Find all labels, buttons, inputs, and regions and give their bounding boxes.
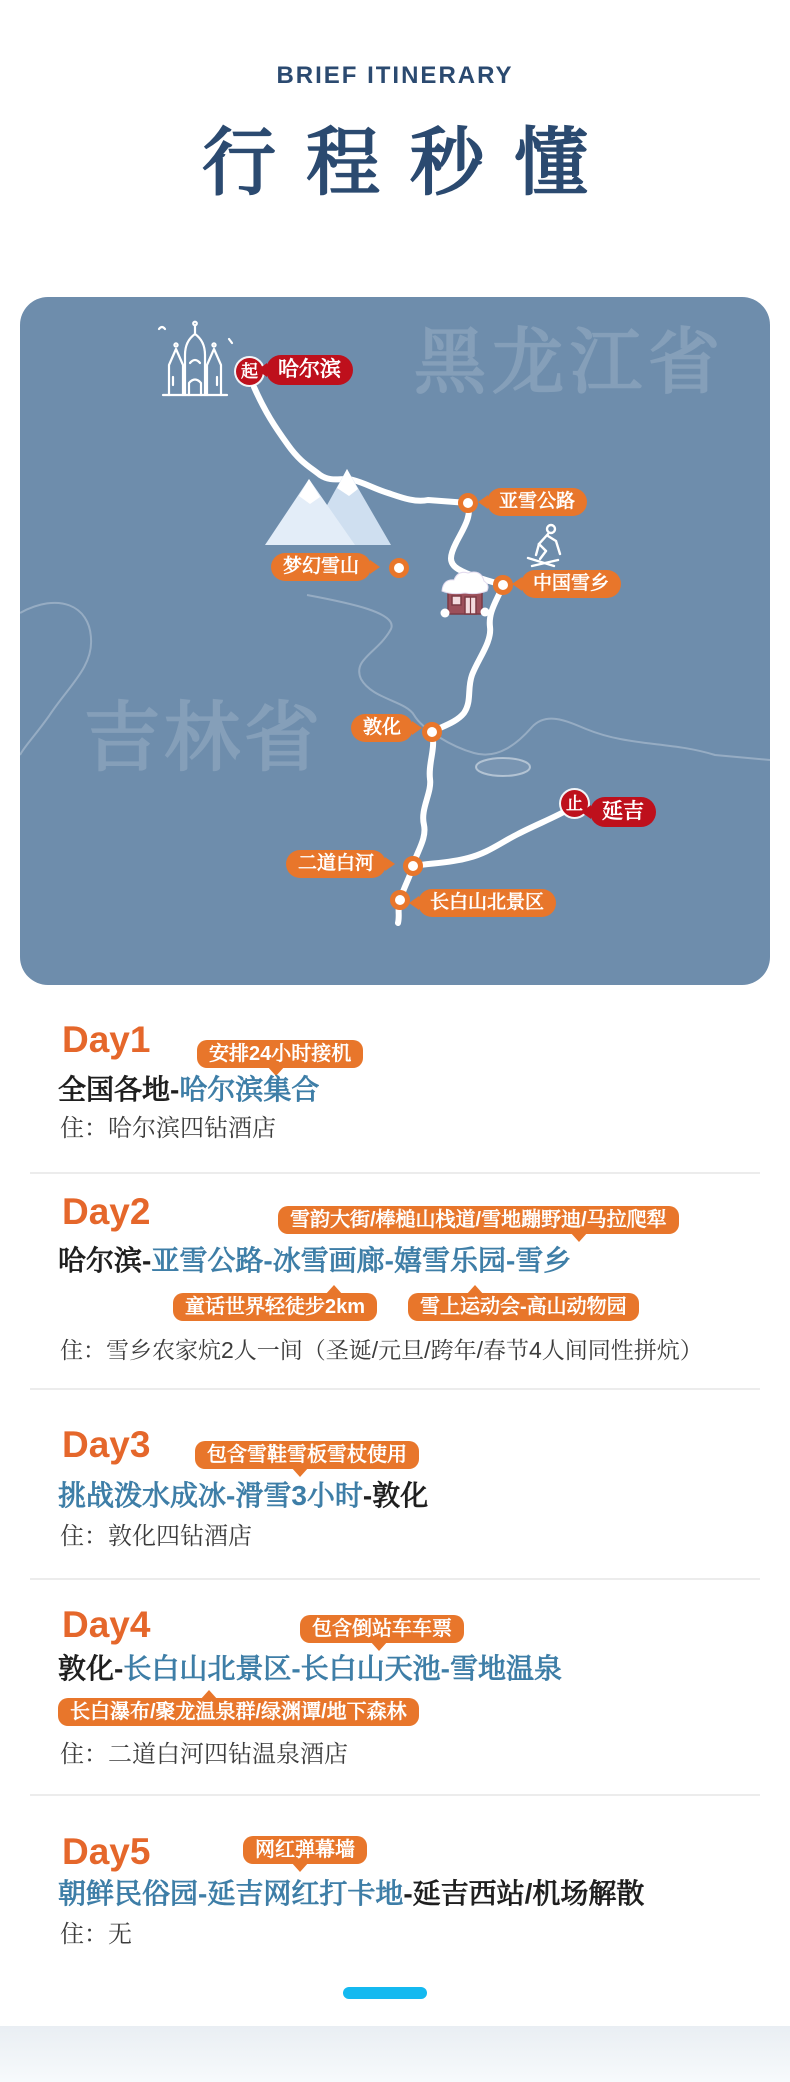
section-divider: [30, 1794, 760, 1796]
day5-tag: 网红弹幕墙: [243, 1836, 367, 1864]
map-node-erdaobaihe: [403, 856, 423, 876]
map-route-layer: [20, 297, 770, 985]
map-label-changbaishan: 长白山北景区: [418, 889, 556, 917]
map-label-yanji: 延吉: [590, 797, 656, 827]
map-label-erdaobaihe: 二道白河: [286, 850, 386, 878]
day2-route: [58, 1242, 571, 1280]
day1-title: Day1: [62, 1019, 151, 1060]
day4-tag-top: 包含倒站车车票: [300, 1615, 464, 1643]
scroll-indicator-bar: [343, 1987, 427, 1999]
route-segment: 敦化-: [58, 1653, 124, 1684]
day3-stay: 住：敦化四钻酒店: [60, 1523, 252, 1550]
day1-route: [58, 1071, 319, 1109]
route-segment: 全国各地-: [58, 1074, 180, 1105]
day2-stay: 住：雪乡农家炕2人一间（圣诞/元旦/跨年/春节4人间同性拼炕）: [60, 1337, 703, 1363]
province-border-line-2: [20, 603, 91, 755]
header-eyebrow: BRIEF ITINERARY: [276, 62, 514, 89]
day5-title: Day5: [62, 1831, 151, 1872]
map-label-dunhua: 敦化: [351, 714, 413, 742]
section-divider: [30, 1172, 760, 1174]
route-segment: 朝鲜民俗园-延吉网红打卡地: [58, 1878, 404, 1909]
day2-tag-below-2: 雪上运动会-高山动物园: [408, 1293, 639, 1321]
day4-title: Day4: [62, 1604, 151, 1645]
day3-title: Day3: [62, 1424, 151, 1465]
section-divider: [30, 1388, 760, 1390]
route-segment: 哈尔滨-: [58, 1245, 152, 1276]
map-node-dunhua: [422, 722, 442, 742]
day4-tag-below: 长白瀑布/聚龙温泉群/绿渊谭/地下森林: [58, 1698, 419, 1726]
end-badge: 止: [561, 790, 588, 817]
map-label-xuexiang: 中国雪乡: [521, 570, 621, 598]
route-path-main: [254, 387, 503, 866]
day1-stay: 住：哈尔滨四钻酒店: [60, 1115, 276, 1142]
route-segment: 哈尔滨集合: [179, 1074, 320, 1105]
day3-route: [58, 1477, 428, 1515]
route-segment: -延吉西站/机场解散: [403, 1878, 645, 1909]
route-path-to-yanji: [413, 804, 575, 866]
snow-house-icon: [441, 572, 490, 618]
map-node-menghuan: [389, 558, 409, 578]
map-node-yaxue: [458, 493, 478, 513]
start-badge: 起: [236, 358, 263, 385]
map-label-menghuan: 梦幻雪山: [271, 553, 371, 581]
day3-tag: 包含雪鞋雪板雪杖使用: [195, 1441, 419, 1469]
day4-route: [58, 1650, 562, 1688]
skier-icon: [528, 525, 560, 566]
cathedral-icon: [159, 322, 232, 395]
province-watermark-heilongjiang: 黑龙江省: [414, 323, 727, 403]
route-segment: -敦化: [362, 1480, 429, 1511]
map-node-xuexiang: [493, 575, 513, 595]
day5-stay: 住：无: [60, 1921, 132, 1948]
day5-route: [58, 1875, 644, 1913]
map-label-harbin: 哈尔滨: [266, 355, 353, 385]
lake-outline: [476, 758, 530, 776]
bottom-strip: [0, 2026, 790, 2082]
day4-stay: 住：二道白河四钻温泉酒店: [60, 1741, 348, 1768]
route-segment: 挑战泼水成冰-滑雪3小时: [58, 1480, 363, 1511]
page-title: 行程秒懂: [202, 123, 618, 205]
province-watermark-jilin: 吉林省: [84, 696, 324, 781]
day2-tag-top: 雪韵大街/棒槌山栈道/雪地蹦野迪/马拉爬犁: [278, 1206, 679, 1234]
route-segment: 亚雪公路-冰雪画廊-嬉雪乐园-雪乡: [151, 1245, 572, 1276]
route-segment: 长白山北景区-长白山天池-雪地温泉: [123, 1653, 562, 1684]
day2-title: Day2: [62, 1191, 151, 1232]
day1-tag: 安排24小时接机: [197, 1040, 363, 1068]
day2-tag-below-1: 童话世界轻徒步2km: [173, 1293, 377, 1321]
map-card: [20, 297, 770, 985]
map-label-yaxue: 亚雪公路: [487, 488, 587, 516]
map-node-changbaishan: [390, 890, 410, 910]
section-divider: [30, 1578, 760, 1580]
